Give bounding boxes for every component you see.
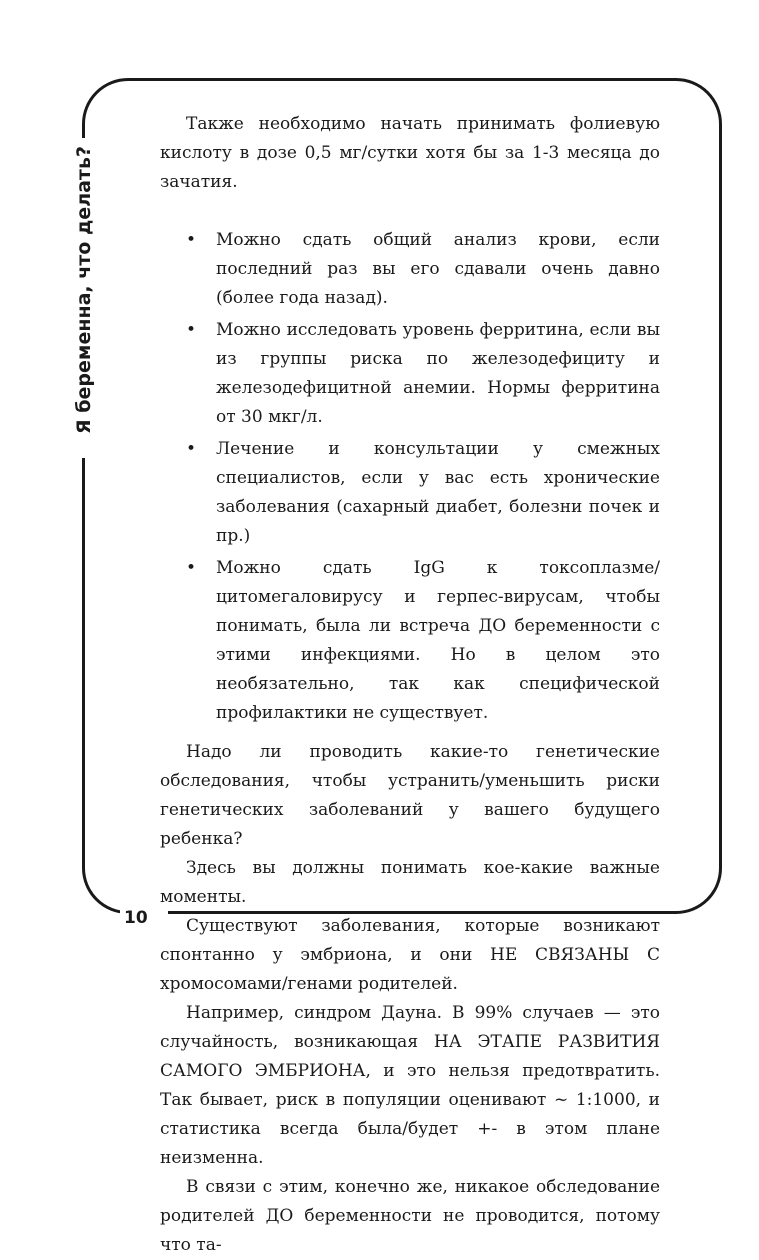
body-paragraph: Здесь вы должны понимать кое-какие важные моменты. (160, 858, 660, 907)
bullet-list (160, 226, 660, 728)
list-item (160, 316, 660, 432)
body-paragraph: В связи с этим, конечно же, никакое обследование родителей ДО беременности не проводится, потому что та- (160, 1177, 660, 1255)
page-content (160, 110, 660, 1260)
bullet-icon: • (186, 558, 197, 578)
list-item (160, 226, 660, 313)
list-item (160, 435, 660, 551)
list-item-text: Можно сдать общий анализ крови, если последний раз вы его сдавали очень давно (более года назад). (216, 230, 660, 308)
page-number: 10 (124, 908, 148, 928)
body-paragraph: Надо ли проводить какие-то генетические обследования, чтобы устранить/уменьшить риски генетических заболеваний у вашего будущего ребенка? (160, 742, 660, 849)
list-item-text: Можно сдать IgG к токсоплазме/цитомегаловирусу и герпес-вирусам, чтобы понимать, была ли встреча ДО беременности с этими инфекциями. Но в целом это необязательно, так как специфической профилактики не существует. (216, 558, 660, 723)
list-item (160, 554, 660, 728)
bullet-icon: • (186, 439, 197, 459)
body-paragraph: Существуют заболевания, которые возникают спонтанно у эмбриона, и они НЕ СВЯЗАНЫ С хромосомами/генами родителей. (160, 916, 660, 994)
bullet-icon: • (186, 320, 197, 340)
body-paragraph: Например, синдром Дауна. В 99% случаев — это случайность, возникающая НА ЭТАПЕ РАЗВИТИЯ САМОГО ЭМБРИОНА, и это нельзя предотвратить. Так бывает, риск в популяции оценивают ~ 1:1000, и статистика всегда была/будет +- в этом плане неизменна. (160, 1003, 660, 1168)
list-item-text: Лечение и консультации у смежных специалистов, если у вас есть хронические заболевания (сахарный диабет, болезни почек и пр.) (216, 439, 660, 546)
list-item-text: Можно исследовать уровень ферритина, если вы из группы риска по железодефициту и железодефицитной анемии. Нормы ферритина от 30 мкг/л. (216, 320, 660, 427)
intro-paragraph: Также необходимо начать принимать фолиевую кислоту в дозе 0,5 мг/сутки хотя бы за 1-3 месяца до зачатия. (160, 114, 660, 192)
running-head-text: Я беременна, что делать? (73, 146, 95, 434)
bullet-icon: • (186, 230, 197, 250)
